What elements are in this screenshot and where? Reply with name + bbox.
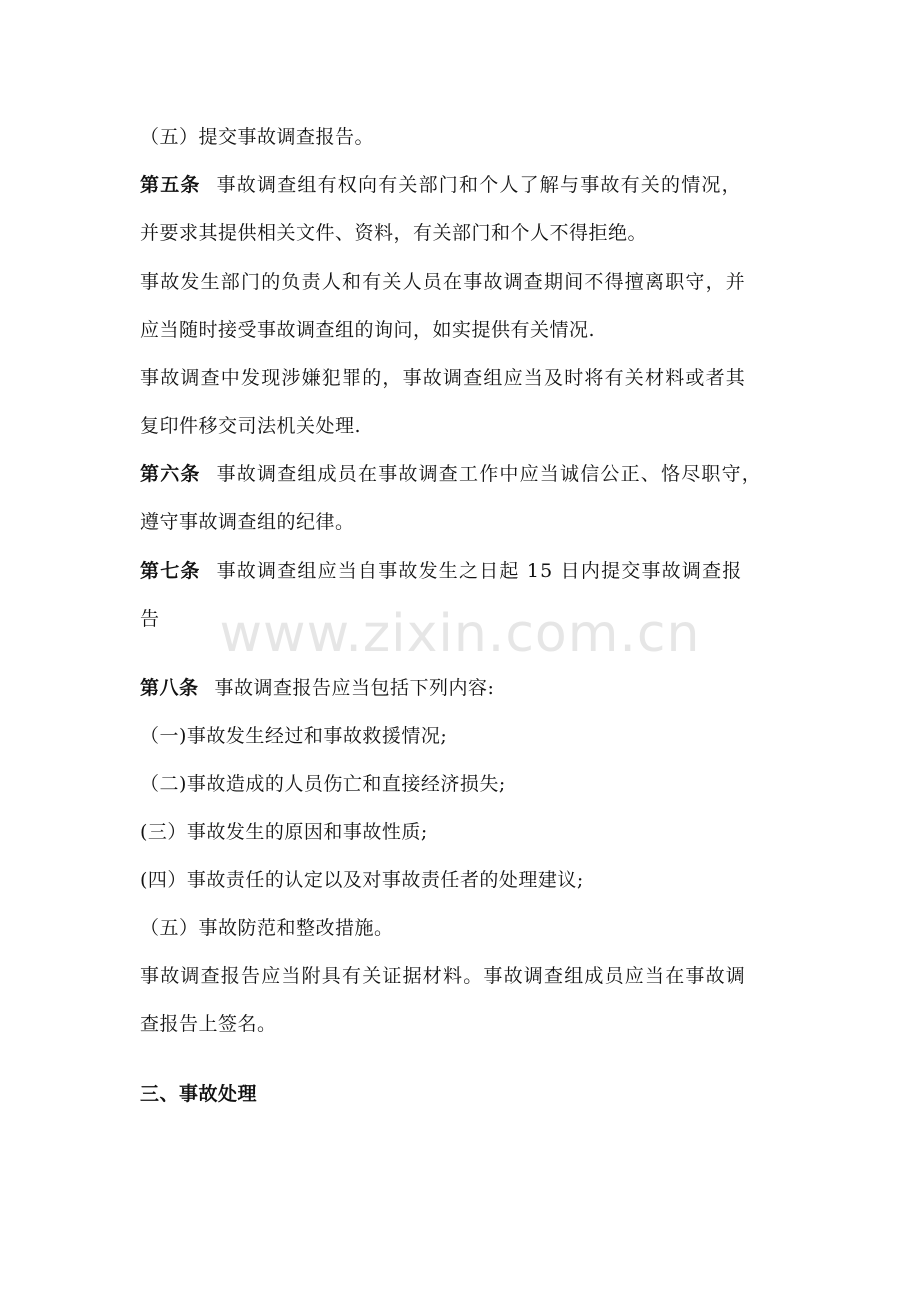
- paragraph-2-line-1: 事故发生部门的负责人和有关人员在事故调查期间不得擅离职守，并: [140, 271, 747, 293]
- article-5-title: 第五条: [140, 174, 201, 196]
- paragraph-2-line-2: 应当随时接受事故调查组的询问，如实提供有关情况.: [140, 319, 596, 341]
- article-6-line-2: 遵守事故调查组的纪律。: [140, 511, 355, 533]
- article-6-title: 第六条: [140, 463, 201, 485]
- article-6-line-1: [140, 462, 790, 486]
- article-8-line-1: [140, 676, 790, 700]
- article-7-line-2: 告: [140, 608, 160, 630]
- article-7-title: 第七条: [140, 560, 201, 582]
- paragraph-4-line-1: 事故调查报告应当附具有关证据材料。事故调查组成员应当在事故调: [140, 965, 747, 987]
- paragraph-3-line-2: 复印件移交司法机关处理.: [140, 415, 362, 437]
- paragraph-4-line-2: 查报告上签名。: [140, 1013, 277, 1035]
- paragraph-3-line-1: 事故调查中发现涉嫌犯罪的，事故调查组应当及时将有关材料或者其: [140, 367, 747, 389]
- article-5-line-1: [140, 173, 790, 197]
- list-item-2: （二)事故造成的人员伤亡和直接经济损失;: [140, 773, 506, 795]
- article-5-line-2: 并要求其提供相关文件、资料，有关部门和个人不得拒绝。: [140, 222, 648, 244]
- list-item-3: (三）事故发生的原因和事故性质;: [140, 821, 428, 843]
- article-6-text: 事故调查组成员在事故调查工作中应当诚信公正、恪尽职守，: [216, 463, 763, 485]
- article-8-title: 第八条: [140, 677, 199, 699]
- section-heading: 三、事故处理: [140, 1083, 258, 1105]
- list-item-1: （一)事故发生经过和事故救援情况;: [140, 725, 448, 747]
- list-item-4: (四）事故责任的认定以及对事故责任者的处理建议;: [140, 869, 584, 891]
- list-item-submit-report: （五）提交事故调查报告。: [140, 126, 375, 148]
- article-8-text: 事故调查报告应当包括下列内容:: [214, 677, 495, 699]
- article-7-line-1: [140, 559, 790, 583]
- article-5-text: 事故调查组有权向有关部门和个人了解与事故有关的情况，: [216, 174, 742, 196]
- list-item-5: （五）事故防范和整改措施。: [140, 917, 394, 939]
- article-7-text: 事故调查组应当自事故发生之日起 15 日内提交事故调查报: [216, 560, 743, 582]
- watermark: www.zixin.com.cn: [219, 604, 701, 664]
